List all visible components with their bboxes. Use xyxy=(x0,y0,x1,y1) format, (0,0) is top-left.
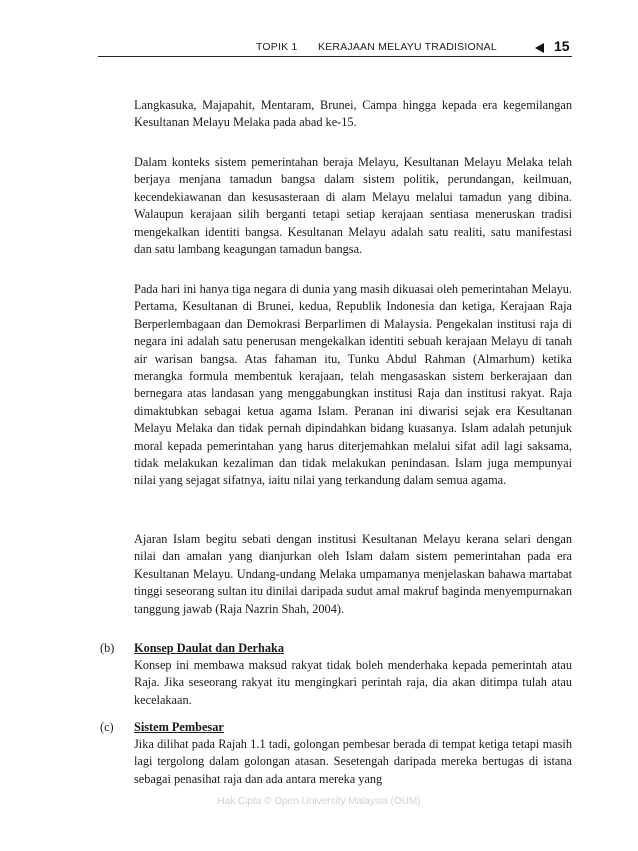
left-triangle-icon xyxy=(535,43,544,53)
topic-label: TOPIK 1 xyxy=(256,41,298,53)
paragraph-2: Dalam konteks sistem pemerintahan beraja Melayu, Kesultanan Melayu Melaka telah berjaya menjana tamadun bangsa dalam sistem politik, perundangan, keilmuan, kecendekiawanan dan kesusasteraan di alam Melayu melalui tamadun yang dibina. Walaupun kerajaan silih berganti tetapi setiap kerajaan sentiasa meneruskan tradisi mengekalkan identiti bangsa. Kesultanan Melayu adalah satu realiti, satu manifestasi dan satu lambang keagungan tamadun bangsa. xyxy=(134,155,572,257)
section-b-label: (b) xyxy=(100,641,115,655)
section-c-body: Jika dilihat pada Rajah 1.1 tadi, golongan pembesar berada di tempat ketiga tetapi masih lagi tergolong dalam golongan atasan. Sesetengah daripada mereka bertugas di istana sebagai penasihat raja dan ada antara mereka yang xyxy=(134,737,572,786)
paragraph-3: Pada hari ini hanya tiga negara di dunia yang masih dikuasai oleh pemerintahan Melayu. Pertama, Kesultanan di Brunei, kedua, Republik Indonesia dan ketiga, Kerajaan Raja Berperlembagaan dan Demokrasi Berparlimen di Malaysia. Pengekalan institusi raja di negara ini adalah satu penerusan mengekalkan identiti sebuah kerajaan Melayu di tanah air warisan bangsa. Atas fahaman itu, Tunku Abdul Rahman (Almarhum) ketika merangka formula membentuk kerajaan, telah mengasaskan sistem berkerajaan dan bernegara atas landasan yang menggabungkan institusi Raja dan institusi rakyat. Raja dimaktubkan sebagai ketua agama Islam. Peranan ini diwarisi sejak era Kesultanan Melayu Melaka dan tidak pernah dipindahkan bidang kuasanya. Islam adalah petunjuk moral kepada pemerintahan yang harus diterjemahkan melalui sifat adil lagi saksama, tidak melakukan kezaliman dan tidak melakukan penindasan. Islam juga mempunyai nilai yang sejagat sifatnya, iaitu nilai yang terkandung dalam semua agama. xyxy=(134,282,572,488)
paragraph-4: Ajaran Islam begitu sebati dengan institusi Kesultanan Melayu kerana selari dengan nilai dan amalan yang dianjurkan oleh Islam dalam sistem pemerintahan pada era Kesultanan Melayu. Undang-undang Melaka umpamanya menjelaskan bahawa martabat tinggi seseorang sultan itu dinilai daripada sudut amal makruf baginda menyempurnakan tanggung jawab (Raja Nazrin Shah, 2004). xyxy=(134,532,572,616)
section-b-title: Konsep Daulat dan Derhaka xyxy=(134,641,284,655)
page-header xyxy=(98,34,572,57)
chapter-title: KERAJAAN MELAYU TRADISIONAL xyxy=(318,41,497,53)
paragraph-1: Langkasuka, Majapahit, Mentaram, Brunei, Campa hingga kepada era kegemilangan Kesultanan Melayu Melaka pada abad ke-15. xyxy=(134,98,572,130)
section-c-label: (c) xyxy=(100,720,114,734)
copyright-footer: Hak Cipta © Open University Malaysia (OUM) xyxy=(217,796,421,807)
section-c-title: Sistem Pembesar xyxy=(134,720,224,734)
page-number: 15 xyxy=(554,38,570,54)
section-b-body: Konsep ini membawa maksud rakyat tidak boleh menderhaka kepada pemerintah atau Raja. Jika seseorang rakyat itu mengingkari perintah raja, dia akan ditimpa tulah atau kecelakaan. xyxy=(134,658,572,707)
